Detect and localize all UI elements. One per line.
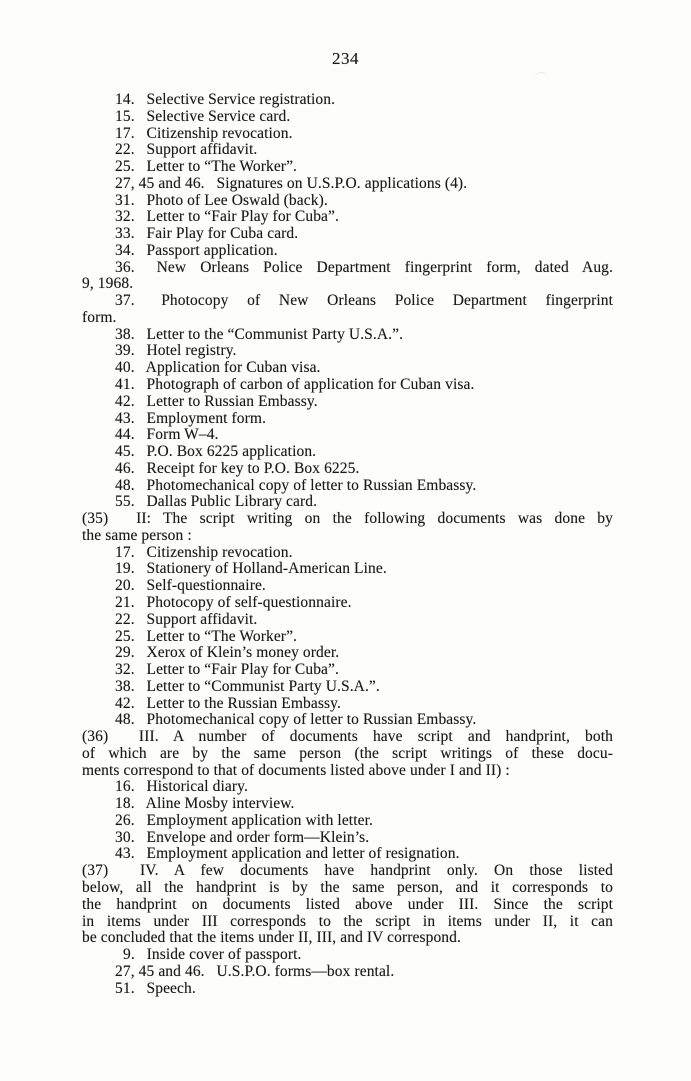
- document-line: ments correspond to that of documents listed above under I and II) :: [82, 761, 510, 779]
- document-line: 38. Letter to “Communist Party U.S.A.”.: [115, 677, 380, 695]
- document-line: 17. Citizenship revocation.: [115, 543, 293, 561]
- document-line: 9, 1968.: [82, 275, 134, 293]
- document-line: (36) III. A number of documents have script and handprint, both: [82, 728, 613, 746]
- document-line: 43. Employment form.: [115, 409, 267, 427]
- document-line: the handprint on documents listed above under III. Since the script: [82, 895, 613, 913]
- document-line: 31. Photo of Lee Oswald (back).: [115, 191, 328, 209]
- document-line: 48. Photomechanical copy of letter to Russian Embassy.: [115, 711, 477, 729]
- scan-artifact: [534, 72, 548, 79]
- document-line: 41. Photograph of carbon of application for Cuban visa.: [115, 376, 475, 394]
- document-line: (35) II: The script writing on the following documents was done by: [82, 510, 613, 528]
- document-line: 32. Letter to “Fair Play for Cuba”.: [115, 661, 339, 679]
- document-line: 26. Employment application with letter.: [115, 811, 373, 829]
- document-line: 18. Aline Mosby interview.: [115, 795, 295, 813]
- page-number: 234: [332, 49, 359, 68]
- document-line: in items under III corresponds to the script in items under II, it can: [82, 912, 613, 930]
- document-line: 22. Support affidavit.: [115, 141, 258, 159]
- document-line: 34. Passport application.: [115, 241, 278, 259]
- document-line: 44. Form W–4.: [115, 426, 219, 444]
- document-line: 38. Letter to the “Communist Party U.S.A.”.: [115, 325, 404, 343]
- document-line: 30. Envelope and order form—Klein’s.: [115, 828, 370, 846]
- document-line: 42. Letter to the Russian Embassy.: [115, 694, 341, 712]
- document-line: 27, 45 and 46. U.S.P.O. forms—box rental.: [115, 962, 395, 980]
- document-line: 25. Letter to “The Worker”.: [115, 627, 298, 645]
- document-line: 32. Letter to “Fair Play for Cuba”.: [115, 208, 339, 226]
- document-line: 37. Photocopy of New Orleans Police Department fingerprint: [115, 292, 613, 310]
- document-line: 20. Self-questionnaire.: [115, 577, 266, 595]
- document-line: (37) IV. A few documents have handprint only. On those listed: [82, 862, 613, 880]
- document-line: 17. Citizenship revocation.: [115, 124, 293, 142]
- document-line: 46. Receipt for key to P.O. Box 6225.: [115, 459, 360, 477]
- document-line: form.: [82, 308, 117, 326]
- document-line: 48. Photomechanical copy of letter to Russian Embassy.: [115, 476, 477, 494]
- document-line: 22. Support affidavit.: [115, 610, 258, 628]
- document-line: 21. Photocopy of self-questionnaire.: [115, 593, 352, 611]
- document-line: 55. Dallas Public Library card.: [115, 493, 318, 511]
- document-line: 15. Selective Service card.: [115, 107, 291, 125]
- document-line: 9. Inside cover of passport.: [123, 946, 302, 964]
- page-body: [82, 92, 613, 997]
- document-line: 19. Stationery of Holland-American Line.: [115, 560, 387, 578]
- document-line: 16. Historical diary.: [115, 778, 248, 796]
- document-line: 33. Fair Play for Cuba card.: [115, 225, 299, 243]
- document-line: 39. Hotel registry.: [115, 342, 237, 360]
- document-line: 36. New Orleans Police Department fingerprint form, dated Aug.: [115, 258, 613, 276]
- document-line: 29. Xerox of Klein’s money order.: [115, 644, 340, 662]
- document-line: 25. Letter to “The Worker”.: [115, 158, 298, 176]
- document-line: 14. Selective Service registration.: [115, 91, 336, 108]
- document-line: of which are by the same person (the script writings of these docu-: [82, 744, 613, 762]
- document-line: below, all the handprint is by the same person, and it corresponds to: [82, 878, 613, 896]
- document-line: 51. Speech.: [115, 979, 196, 997]
- document-line: the same person :: [82, 526, 192, 544]
- document-line: 40. Application for Cuban visa.: [115, 359, 321, 377]
- document-line: 43. Employment application and letter of resignation.: [115, 845, 460, 863]
- document-line: be concluded that the items under II, III, and IV correspond.: [82, 929, 461, 947]
- document-line: 45. P.O. Box 6225 application.: [115, 443, 317, 461]
- document-line: 42. Letter to Russian Embassy.: [115, 392, 318, 410]
- document-line: 27, 45 and 46. Signatures on U.S.P.O. applications (4).: [115, 174, 468, 192]
